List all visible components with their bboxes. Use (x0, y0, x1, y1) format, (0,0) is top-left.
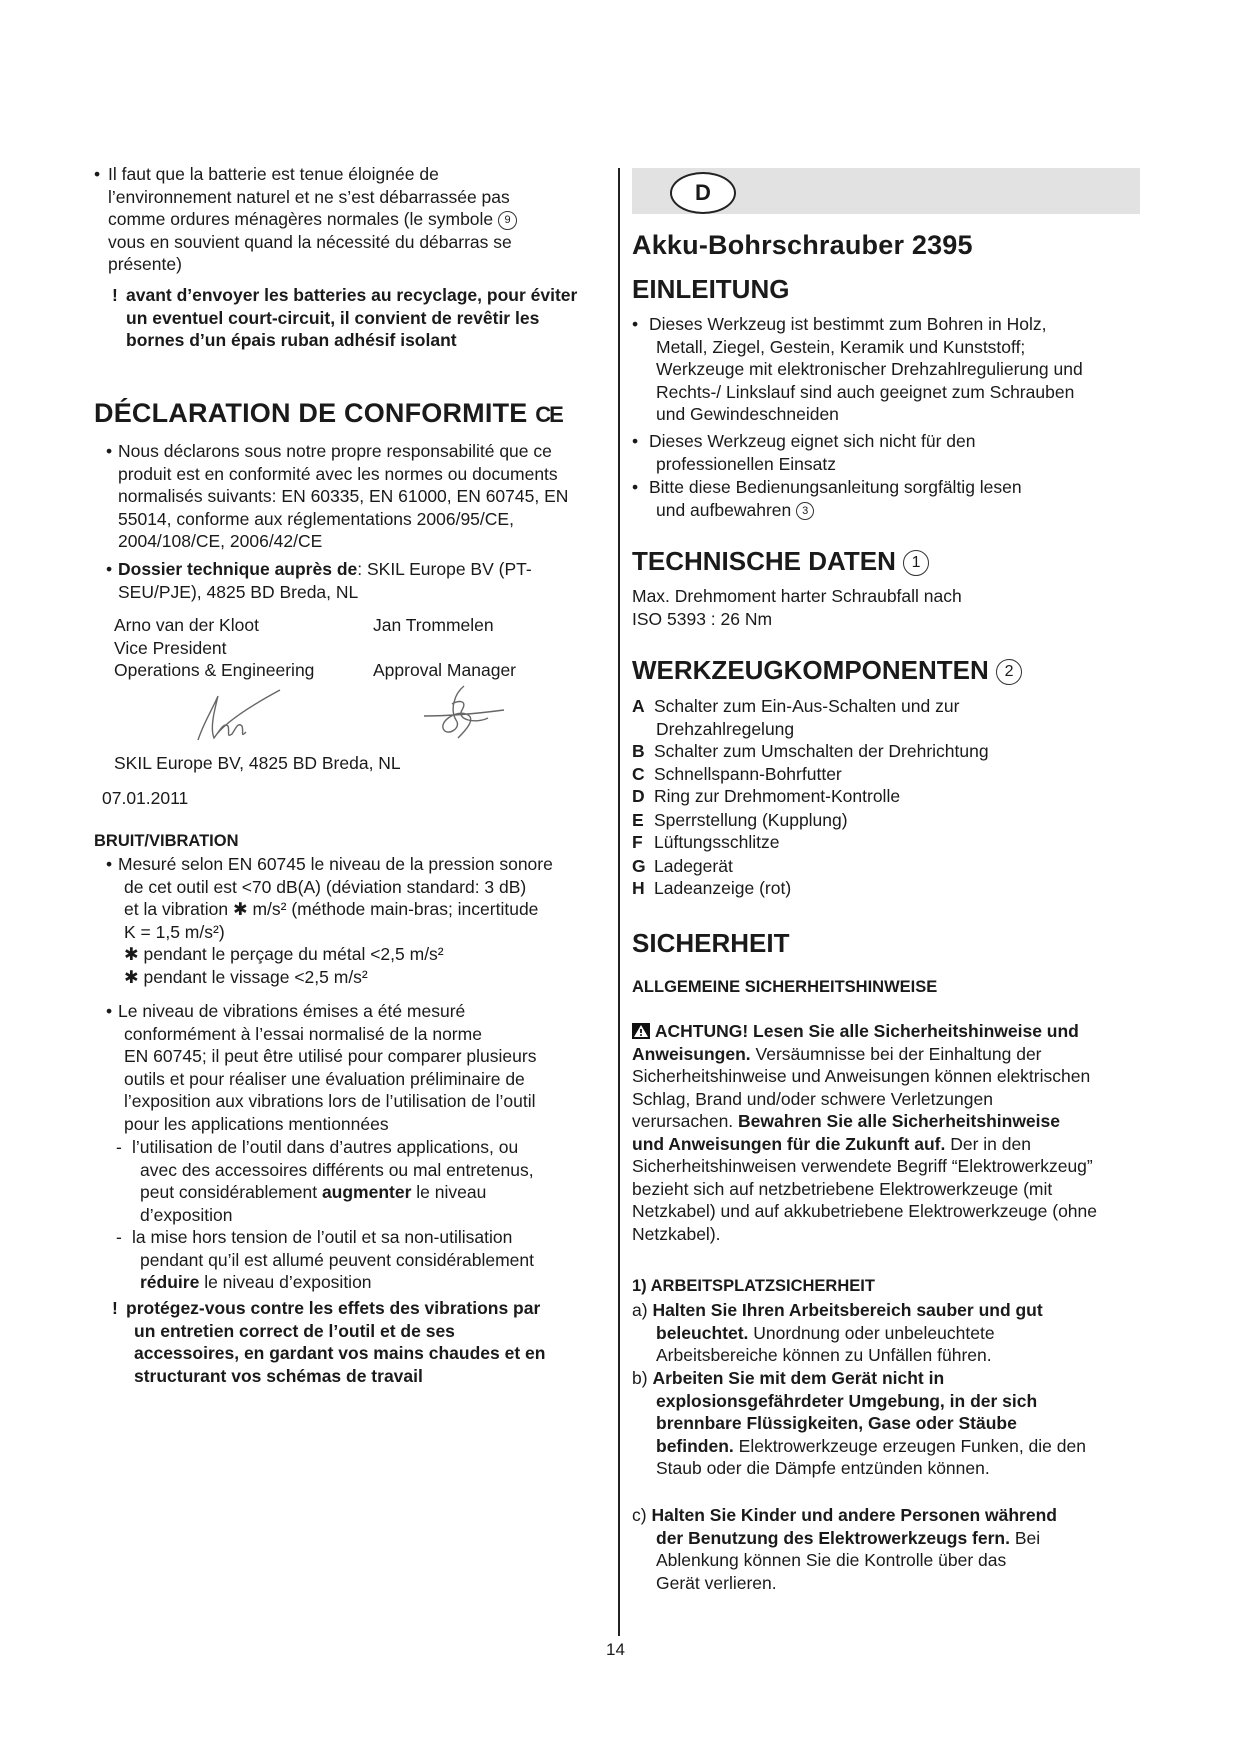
components-list: A Schalter zum Ein-Aus-Schalten und zur Drehzahlregelung B Schalter zum Umschalten der Drehrichtung C Schnellspann-Bohrfutter D Ring zur Drehmoment-Kontrolle E Sperrstellung (Kupplung) F Lüftungsschlitze G Ladegerät H Ladeanzeige (rot) (632, 695, 1152, 900)
dash-item-1: - l’utilisation de l’outil dans d’autres applications, ou avec des accessoires différents ou mal entretenus, peut considérablement augmenter le niveau d’exposition (116, 1137, 534, 1225)
dash-item-2: - la mise hors tension de l’outil et sa non-utilisation pendant qu’il est allumé peuvent considérablement réduire le niveau d’exposition (116, 1227, 535, 1292)
dossier-bullet: • Dossier technique auprès de: SKIL Europe BV (PT-SEU/PJE), 4825 BD Breda, NL (106, 559, 532, 602)
list-item: F Lüftungsschlitze (632, 832, 780, 852)
declaration-heading: DÉCLARATION DE CONFORMITE CE (94, 398, 562, 428)
symbol-2-icon: 2 (996, 659, 1022, 685)
list-item: H Ladeanzeige (rot) (632, 878, 792, 898)
warning-icon (632, 1023, 650, 1039)
declaration-bullet: • Nous déclarons sous notre propre responsabilité que ce produit est en conformité avec les normes ou documents normalisés suivants: EN 60335, EN 61000, EN 60745, EN 55014, conforme aux réglementations 2006/95/CE, 2004/108/CE, 2006/42/CE (106, 441, 569, 551)
item-a: a) Halten Sie Ihren Arbeitsbereich sauber und gut beleuchtet. Unordnung oder unbeleuchtete Arbeitsbereiche können zu Unfällen führen. (632, 1300, 1043, 1365)
symbol-9-icon: 9 (498, 211, 517, 230)
battery-bullet: • Il faut que la batterie est tenue éloignée de l’environnement naturel et ne s’est débarrassée pas comme ordures ménagères normales (le symbole 9 vous en souvient quand la nécessité du débarras se présente) (94, 163, 614, 276)
warning-paragraph: ACHTUNG! Lesen Sie alle Sicherheitshinweise und Anweisungen. Versäumnisse bei der Einhaltung der Sicherheitshinweise und Anweisungen können elektrischen Schlag, Brand und/oder schwere Verletzungen verursachen. Bewahren Sie alle Sicherheitshinweise und Anweisungen für die Zukunft auf. Der in den Sicherheitshinweisen verwendete Begriff “Elektrowerkzeug” bezieht sich auf netzbetriebene Elektrowerkzeuge (mit Netzkabel) und auf akkubetriebene Elektrowerkzeuge (ohne Netzkabel). (632, 1021, 1098, 1244)
intro-bullet-1: • Dieses Werkzeug ist bestimmt zum Bohren in Holz, Metall, Ziegel, Gestein, Keramik und Kunststoff; Werkzeuge mit elektronischer Drehzahlregulierung und Rechts-/ Linkslauf sind auch geeignet zum Schrauben und Gewindeschneiden (632, 314, 1083, 424)
item-c: c) Halten Sie Kinder und andere Personen während der Benutzung des Elektrowerkzeugs fern. Bei Ablenkung können Sie die Kontrolle über das Gerät verlieren. (632, 1505, 1057, 1593)
intro-bullet-2: • Dieses Werkzeug eignet sich nicht für den professionellen Einsatz (632, 431, 976, 474)
language-code-badge: D (670, 172, 736, 214)
recycle-warning: ! avant d’envoyer les batteries au recyclage, pour éviter un eventuel court-circuit, il convient de revêtir les bornes d’un épais ruban adhésif isolant (112, 285, 578, 350)
tech-data: Max. Drehmoment harter Schraubfall nach ISO 5393 : 26 Nm (632, 586, 962, 629)
workplace-heading: 1) ARBEITSPLATZSICHERHEIT (632, 1277, 875, 1295)
product-title: Akku-Bohrschrauber 2395 (632, 230, 973, 260)
item-b: b) Arbeiten Sie mit dem Gerät nicht in explosionsgefährdeter Umgebung, in der sich brennbare Flüssigkeiten, Gase oder Stäube befinden. Elektrowerkzeuge erzeugen Funken, die den Staub oder die Dämpfe entzünden können. (632, 1368, 1086, 1478)
signature-2-icon (404, 680, 514, 748)
protect-warning: ! protégez-vous contre les effets des vibrations par un entretien correct de l’outil et de ses accessoires, en gardant vos mains chaudes et en structurant vos schémas de travail (112, 1298, 546, 1386)
signer-1: Arno van der Kloot Vice President Operations & Engineering (114, 615, 315, 680)
declaration-date: 07.01.2011 (102, 788, 189, 808)
list-item: D Ring zur Drehmoment-Kontrolle (632, 786, 901, 806)
noise-bullet: • Mesuré selon EN 60745 le niveau de la pression sonore de cet outil est <70 dB(A) (déviation standard: 3 dB) et la vibration ✱ m/s² (méthode main-bras; incertitude K = 1,5 m/s²) ✱ pendant le perçage du métal <2,5 m/s² ✱ pendant le vissage <2,5 m/s² (106, 854, 553, 987)
list-item: A Schalter zum Ein-Aus-Schalten und zur (632, 696, 960, 716)
noise-heading: BRUIT/VIBRATION (94, 832, 239, 850)
tech-heading: TECHNISCHE DATEN 1 (632, 546, 929, 577)
symbol-3-icon: 3 (796, 502, 814, 520)
company-address: SKIL Europe BV, 4825 BD Breda, NL (114, 753, 401, 773)
ce-mark-icon: CE (535, 402, 562, 427)
signature-1-icon (184, 682, 284, 748)
signer-2: Jan Trommelen Approval Manager (373, 615, 516, 680)
safety-heading: SICHERHEIT (632, 928, 790, 958)
vibration-bullet: • Le niveau de vibrations émises a été mesuré conformément à l’essai normalisé de la norme EN 60745; il peut être utilisé pour comparer plusieurs outils et pour réaliser une évaluation préliminaire de l’exposition aux vibrations lors de l’utilisation de l’outil pour les applications mentionnées (106, 1001, 537, 1134)
list-item: B Schalter zum Umschalten der Drehrichtung (632, 741, 989, 761)
list-item: G Ladegerät (632, 855, 733, 876)
symbol-1-icon: 1 (903, 550, 929, 576)
column-divider (618, 168, 620, 1636)
intro-heading: EINLEITUNG (632, 274, 790, 304)
list-item: C Schnellspann-Bohrfutter (632, 763, 842, 784)
list-item: E Sperrstellung (Kupplung) (632, 809, 848, 830)
intro-bullet-3: • Bitte diese Bedienungsanleitung sorgfältig lesen und aufbewahren 3 (632, 477, 1022, 520)
page-number: 14 (606, 1640, 625, 1659)
components-heading: WERKZEUGKOMPONENTEN 2 (632, 655, 1022, 686)
general-safety-heading: ALLGEMEINE SICHERHEITSHINWEISE (632, 978, 938, 996)
